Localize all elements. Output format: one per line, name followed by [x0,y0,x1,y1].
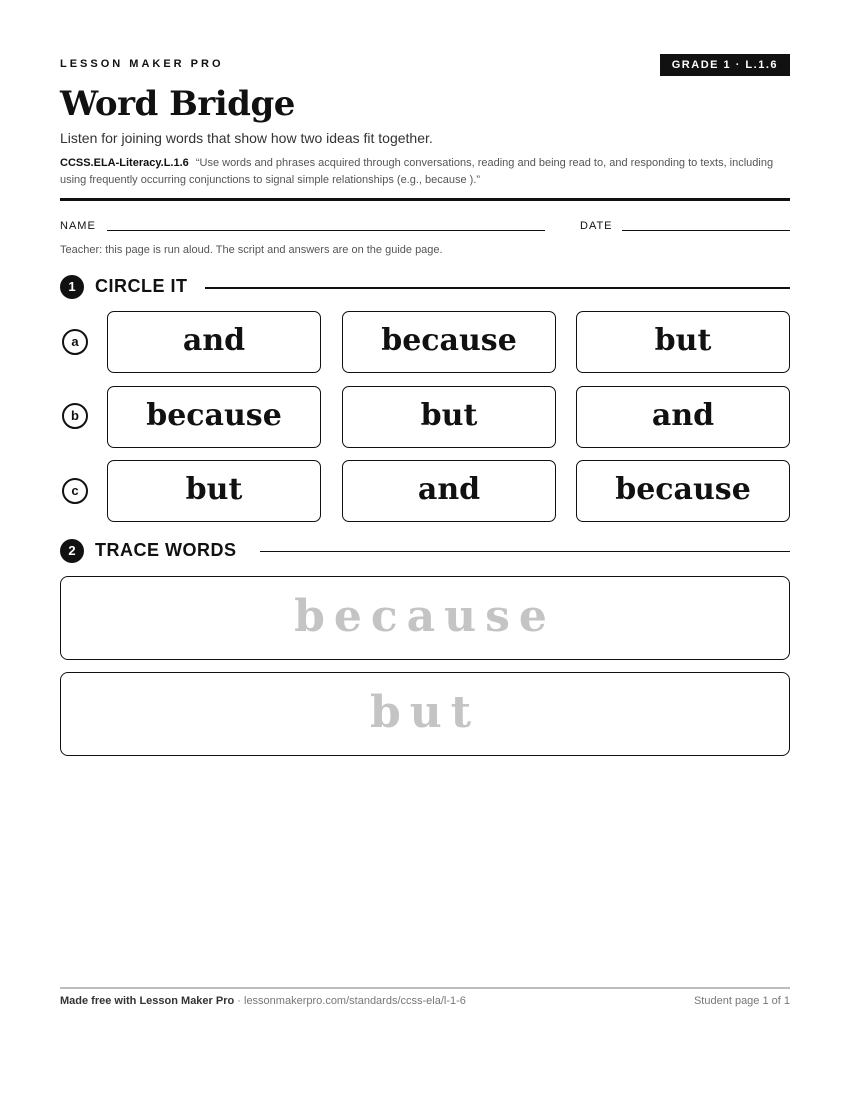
section-rule [205,287,790,289]
footer-credit [60,995,466,1007]
name-field[interactable] [107,230,545,231]
standard-code: CCSS.ELA-Literacy.L.1.6 [60,157,189,169]
word-choice[interactable]: because [107,386,321,448]
row-letter-c: c [62,478,88,504]
word-choice[interactable]: but [576,311,790,373]
standard-text: “Use words and phrases acquired through conversations, reading and being read to, and responding to texts, including using frequently occurring conjunctions to signal simple relationships (e.g., because ).” [60,157,774,186]
page-title: Word Bridge [60,84,295,124]
row-letter-b: b [62,403,88,429]
page-subtitle: Listen for joining words that show how two ideas fit together. [60,130,433,146]
word-choice[interactable]: and [576,386,790,448]
word-choice[interactable]: and [342,460,556,522]
word-choice[interactable]: but [342,386,556,448]
header-divider [60,198,790,201]
name-label: NAME [60,220,96,232]
teacher-note: Teacher: this page is run aloud. The script and answers are on the guide page. [60,244,443,256]
section-trace-words-header [60,539,790,563]
section-number-badge: 1 [60,275,84,299]
section-title: CIRCLE IT [95,276,188,296]
standard-description [60,155,780,189]
footer-url-link[interactable]: lessonmakerpro.com/standards/ccss-ela/l-1-6 [244,995,466,1007]
footer-separator: · [234,995,244,1007]
section-number-badge: 2 [60,539,84,563]
trace-word-box[interactable]: but [60,672,790,756]
footer-divider [60,987,790,989]
grade-badge: GRADE 1 · L.1.6 [660,54,790,76]
brand-name: LESSON MAKER PRO [60,58,224,70]
date-label: DATE [580,220,613,232]
row-letter-a: a [62,329,88,355]
trace-word-box[interactable]: because [60,576,790,660]
word-choice[interactable]: and [107,311,321,373]
section-title: TRACE WORDS [95,540,237,560]
word-choice[interactable]: because [342,311,556,373]
section-rule [260,551,790,552]
footer-page-label: Student page 1 of 1 [693,995,790,1007]
word-choice[interactable]: because [576,460,790,522]
footer-made-with: Made free with Lesson Maker Pro [60,995,235,1007]
word-choice[interactable]: but [107,460,321,522]
section-circle-it-header [60,275,790,299]
date-field[interactable] [622,230,790,231]
